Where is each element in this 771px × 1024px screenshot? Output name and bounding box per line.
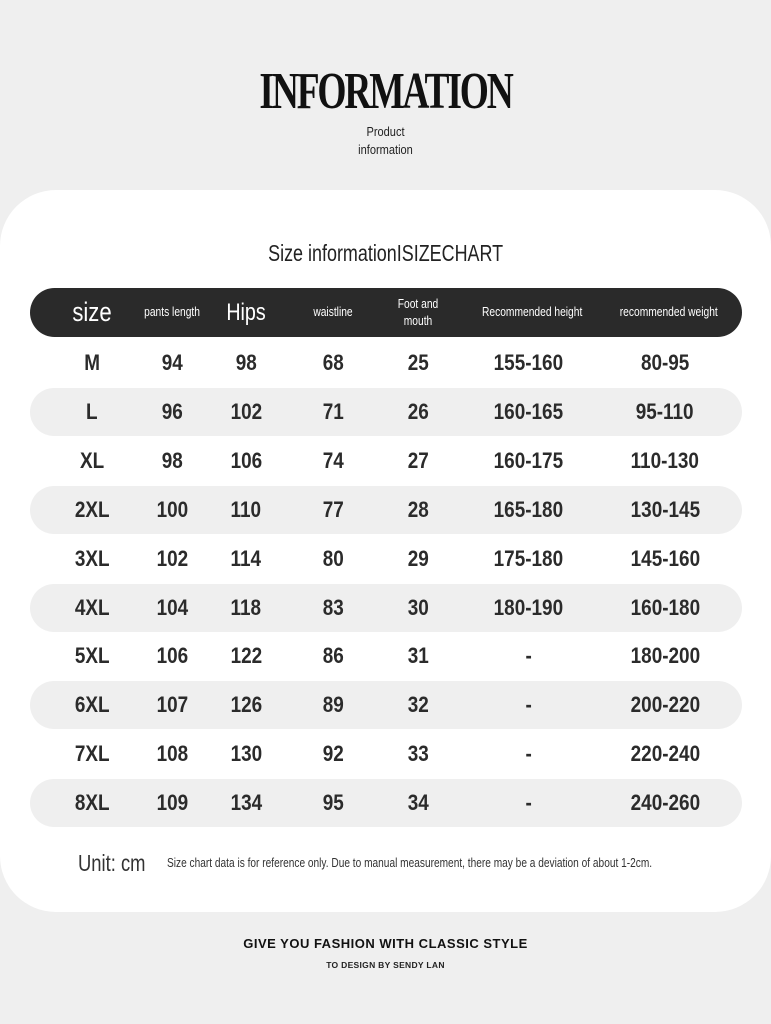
cell-recommended-height: 160-165 (493, 398, 564, 424)
cell-hips: 98 (235, 350, 257, 375)
table-row (30, 437, 742, 485)
cell-recommended-weight: 110-130 (630, 447, 700, 473)
subtitle-line-2: information (358, 142, 413, 157)
cell-hips: 118 (230, 594, 262, 620)
cell-hips: 114 (230, 545, 262, 571)
table-row (30, 388, 742, 436)
cell-size: 7XL (74, 741, 110, 767)
table-row (30, 584, 742, 632)
page-title: INFORMATION (259, 63, 512, 120)
page-subtitle (0, 123, 771, 159)
cell-foot-and-mouth: 32 (407, 692, 429, 718)
cell-recommended-weight: 80-95 (640, 350, 690, 375)
cell-recommended-weight: 220-240 (630, 741, 700, 767)
cell-size: M (84, 350, 100, 375)
table-row (30, 486, 742, 534)
header-hips: Hips (226, 299, 266, 326)
cell-size: 3XL (74, 545, 110, 571)
cell-waistline: 95 (322, 790, 344, 816)
cell-waistline: 89 (322, 692, 344, 718)
table-row (30, 681, 742, 729)
cell-size: 5XL (74, 643, 110, 669)
header-recommended-weight: recommended weight (619, 305, 718, 319)
cell-hips: 130 (230, 741, 262, 767)
cell-foot-and-mouth: 26 (407, 398, 429, 424)
cell-foot-and-mouth: 25 (407, 350, 429, 375)
cell-recommended-height: 155-160 (493, 350, 564, 375)
cell-foot-and-mouth: 30 (407, 594, 429, 620)
header-recommended-height: Recommended height (482, 305, 583, 319)
cell-pants-length: 107 (156, 692, 188, 718)
cell-foot-and-mouth: 28 (407, 496, 429, 522)
cell-hips: 134 (230, 790, 262, 816)
cell-recommended-height: - (525, 692, 532, 718)
cell-recommended-height: - (525, 741, 532, 767)
cell-foot-and-mouth: 29 (407, 545, 429, 571)
cell-foot-and-mouth: 33 (407, 741, 429, 767)
cell-waistline: 80 (322, 545, 344, 571)
cell-recommended-weight: 130-145 (630, 496, 700, 522)
cell-recommended-weight: 240-260 (630, 790, 700, 816)
cell-recommended-weight: 180-200 (630, 643, 700, 669)
footer-slogan: GIVE YOU FASHION WITH CLASSIC STYLE (243, 936, 528, 951)
cell-recommended-height: 165-180 (493, 496, 564, 522)
measurement-note: Size chart data is for reference only. Due to manual measurement, there may be a deviation of about 1-2cm. (167, 855, 653, 870)
cell-recommended-weight: 200-220 (630, 692, 700, 718)
cell-size: 6XL (74, 692, 110, 718)
cell-size: L (86, 398, 98, 424)
cell-size: XL (79, 447, 105, 473)
cell-pants-length: 94 (161, 350, 183, 375)
cell-foot-and-mouth: 34 (407, 790, 429, 816)
cell-size: 8XL (74, 790, 110, 816)
cell-recommended-weight: 160-180 (630, 594, 700, 620)
header-size: size (72, 297, 112, 327)
subtitle-line-1: Product (366, 124, 405, 139)
cell-waistline: 71 (322, 398, 344, 424)
cell-pants-length: 98 (161, 447, 183, 473)
cell-pants-length: 106 (156, 643, 188, 669)
cell-hips: 106 (230, 447, 262, 473)
table-row (30, 535, 742, 583)
cell-foot-and-mouth: 27 (407, 447, 429, 473)
cell-size: 4XL (74, 594, 110, 620)
cell-recommended-height: - (525, 643, 532, 669)
cell-recommended-height: 175-180 (493, 545, 564, 571)
table-header (30, 288, 742, 337)
cell-waistline: 74 (322, 447, 344, 473)
cell-foot-and-mouth: 31 (407, 643, 429, 669)
footer-credit: TO DESIGN BY SENDY LAN (326, 960, 445, 970)
cell-pants-length: 102 (156, 545, 188, 571)
header-foot-and-mouth: Foot and mouth (397, 296, 439, 328)
cell-hips: 102 (230, 398, 262, 424)
cell-waistline: 86 (322, 643, 344, 669)
cell-waistline: 68 (322, 350, 344, 375)
cell-pants-length: 109 (156, 790, 188, 816)
cell-recommended-height: - (525, 790, 532, 816)
cell-hips: 110 (230, 496, 262, 522)
cell-pants-length: 96 (161, 398, 183, 424)
cell-recommended-weight: 95-110 (636, 398, 694, 424)
cell-size: 2XL (74, 496, 110, 522)
table-title: Size informationISIZECHART (268, 240, 503, 266)
unit-label: Unit: cm (78, 850, 146, 876)
cell-recommended-height: 180-190 (493, 594, 564, 620)
cell-hips: 126 (230, 692, 262, 718)
table-row (30, 339, 742, 387)
cell-waistline: 92 (322, 741, 344, 767)
cell-waistline: 83 (322, 594, 344, 620)
cell-hips: 122 (230, 643, 262, 669)
header-pants-length: pants length (144, 305, 200, 319)
table-row (30, 730, 742, 778)
table-row (30, 779, 742, 827)
cell-waistline: 77 (322, 496, 344, 522)
table-row (30, 632, 742, 680)
cell-pants-length: 104 (156, 594, 188, 620)
cell-recommended-height: 160-175 (493, 447, 564, 473)
cell-pants-length: 108 (156, 741, 188, 767)
header-waistline: waistline (313, 305, 353, 319)
cell-pants-length: 100 (156, 496, 188, 522)
cell-recommended-weight: 145-160 (630, 545, 700, 571)
